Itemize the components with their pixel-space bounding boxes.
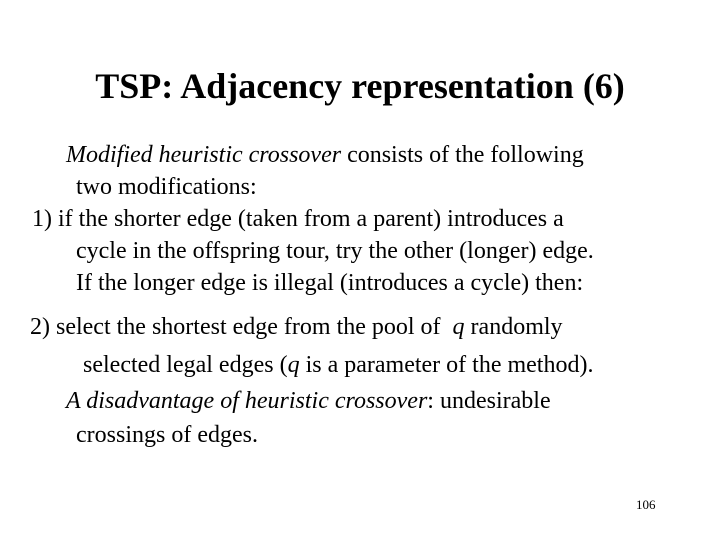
param-q: q: [287, 352, 300, 378]
page-number: 106: [636, 497, 656, 512]
text-line-5: If the longer edge is illegal (introduces a cycle) then:: [76, 270, 584, 296]
text-line-6: [30, 312, 563, 342]
text-span: : undesirable: [427, 388, 551, 414]
slide-title: TSP: Adjacency representation (6): [95, 66, 625, 106]
text-span: is a parameter of the method).: [299, 352, 594, 378]
text-line-3: 1) if the shorter edge (taken from a parent) introduces a: [32, 206, 564, 232]
text-line-1: [66, 140, 584, 170]
text-line-9: crossings of edges.: [76, 422, 258, 448]
text-line-8: [66, 386, 551, 416]
text-span: randomly: [464, 314, 563, 340]
term-modified-heuristic-crossover: Modified heuristic crossover: [66, 142, 342, 168]
param-q: q: [452, 314, 465, 340]
text-span: 2) select the shortest edge from the pool of: [30, 314, 453, 340]
text-span: consists of the following: [341, 142, 584, 168]
text-line-4: cycle in the offspring tour, try the other (longer) edge.: [76, 238, 594, 264]
term-disadvantage: A disadvantage of heuristic crossover: [66, 388, 428, 414]
text-line-2: two modifications:: [76, 174, 257, 200]
text-span: selected legal edges (: [83, 352, 288, 378]
text-line-7: [83, 350, 593, 380]
